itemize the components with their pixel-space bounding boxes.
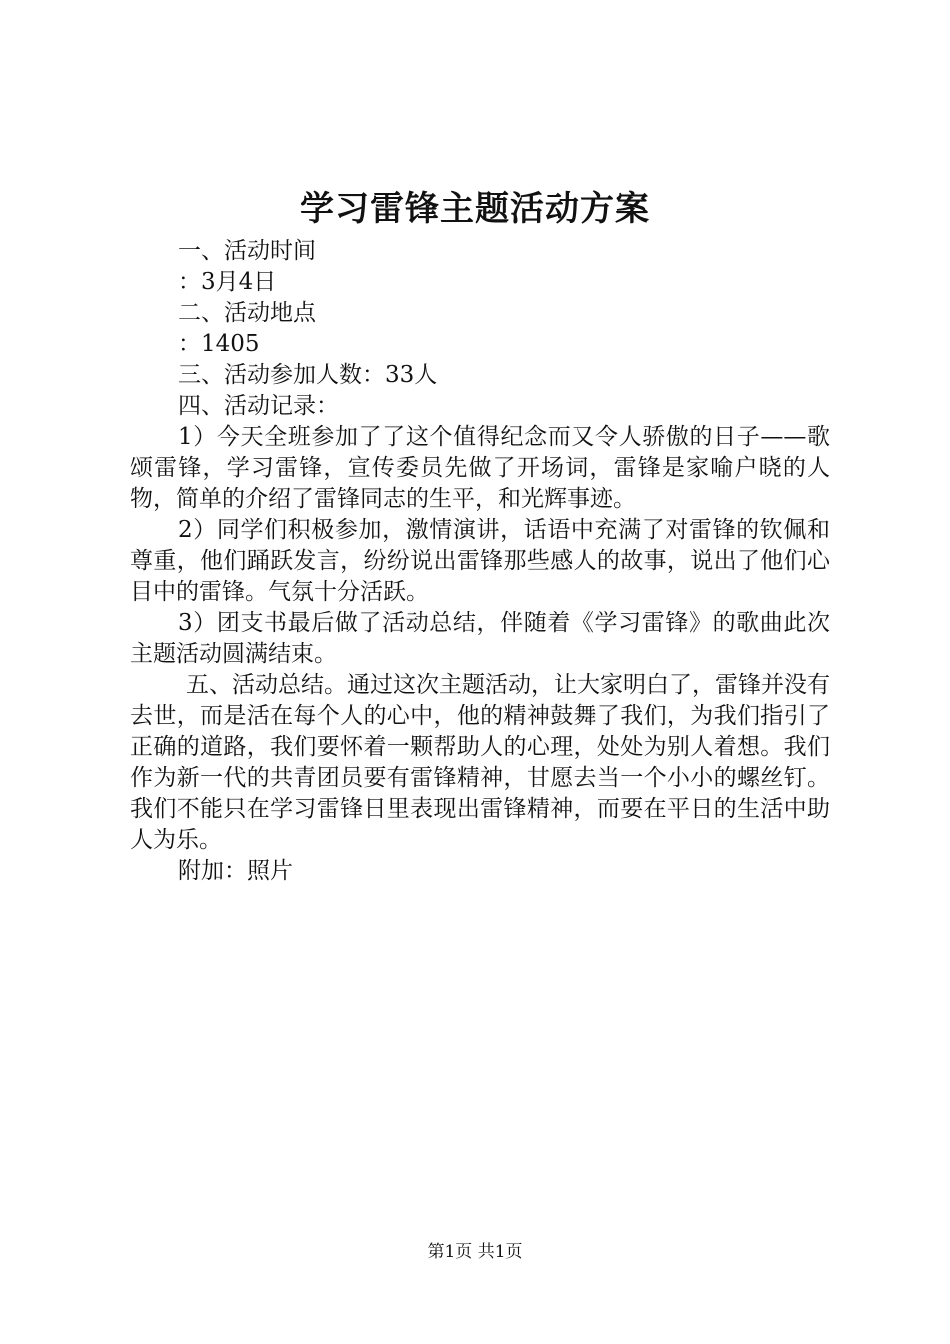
attachment-line: 附加：照片 [178, 858, 293, 884]
record-paragraph-1: 1）今天全班参加了了这个值得纪念而又令人骄傲的日子——歌颂雷锋，学习雷锋，宣传委员先做了开场词，雷锋是家喻户晓的人物，简单的介绍了雷锋同志的生平，和光辉事迹。 [130, 424, 830, 512]
location-value: ：1405 [178, 331, 260, 357]
document-title: 学习雷锋主题活动方案 [300, 189, 650, 229]
section-heading-location: 二、活动地点 [178, 300, 316, 326]
page-footer: 第1页 共1页 [427, 1242, 523, 1262]
time-value: ：3月4日 [178, 269, 277, 295]
document-body [130, 236, 830, 887]
record-paragraph-2: 2）同学们积极参加，激情演讲，话语中充满了对雷锋的钦佩和尊重，他们踊跃发言，纷纷说出雷锋那些感人的故事，说出了他们心目中的雷锋。气氛十分活跃。 [130, 517, 830, 605]
section-heading-record: 四、活动记录： [178, 393, 339, 419]
section-heading-time: 一、活动时间 [178, 238, 316, 264]
record-paragraph-3: 3）团支书最后做了活动总结，伴随着《学习雷锋》的歌曲此次主题活动圆满结束。 [130, 610, 830, 667]
summary-paragraph: 五、活动总结。通过这次主题活动，让大家明白了，雷锋并没有去世，而是活在每个人的心中，他的精神鼓舞了我们，为我们指引了正确的道路，我们要怀着一颗帮助人的心理，处处为别人着想。我们作为新一代的共青团员要有雷锋精神，甘愿去当一个小小的螺丝钉。我们不能只在学习雷锋日里表现出雷锋精神，而要在平日的生活中助人为乐。 [130, 672, 830, 853]
participant-count: 三、活动参加人数：33人 [178, 362, 438, 388]
